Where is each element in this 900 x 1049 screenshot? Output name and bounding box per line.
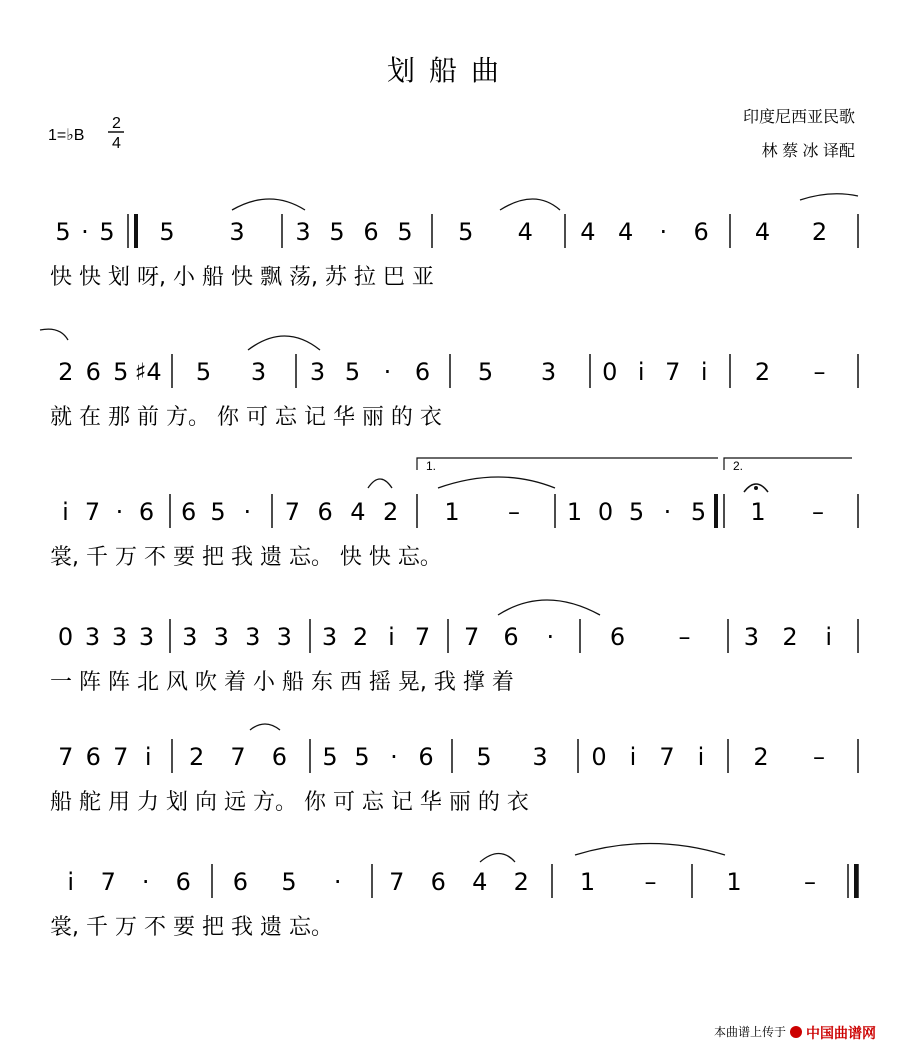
note: 5 (458, 218, 474, 246)
note: 2 (753, 743, 769, 771)
note: 4 (350, 498, 366, 526)
note: 6 (430, 868, 446, 896)
note: · (115, 498, 124, 526)
note: 3 (532, 743, 548, 771)
note: i (697, 743, 705, 771)
note: 5 (159, 218, 175, 246)
note: 0 (602, 358, 618, 386)
note: · (141, 868, 150, 896)
note: 4 (472, 868, 488, 896)
note: 3 (182, 623, 198, 651)
note: 5 (329, 218, 345, 246)
score-row (50, 619, 858, 695)
lyric-line: 快 快 划 呀, 小 船 快 飘 荡, 苏 拉 巴 亚 (50, 265, 434, 290)
note: – (813, 358, 826, 386)
volta-1-bracket (417, 458, 718, 470)
note: 2 (352, 623, 369, 651)
score-row (50, 354, 858, 430)
note: 3 (213, 623, 229, 651)
note: 6 (175, 868, 191, 896)
note: 4 (754, 218, 771, 246)
note: – (804, 868, 816, 896)
note: 6 (503, 623, 519, 651)
note: 1 (726, 868, 742, 896)
note: 5 (195, 358, 212, 386)
note: 4 (517, 218, 533, 246)
note: 0 (597, 498, 614, 526)
score-rows (40, 194, 858, 940)
note: 4 (617, 218, 634, 246)
note: i (637, 358, 645, 386)
slur-arc (232, 199, 305, 210)
note: 3 (111, 623, 128, 651)
note: 2 (811, 218, 828, 246)
note: 6 (609, 623, 626, 651)
slur-arc (40, 329, 68, 340)
volta-2-label: 2. (733, 459, 744, 473)
note: 5 (113, 358, 129, 386)
note: 2 (382, 498, 399, 526)
note: 7 (659, 743, 675, 771)
note: – (508, 498, 520, 526)
note: 6 (693, 218, 709, 246)
note: 3 (276, 623, 292, 651)
note: 2 (513, 868, 529, 896)
note: i (388, 623, 395, 651)
slur-arc (250, 724, 280, 730)
note: 7 (84, 498, 101, 526)
note: 2 (782, 623, 798, 651)
note: 6 (85, 358, 101, 386)
note: 7 (414, 623, 431, 651)
note: 5 (281, 868, 297, 896)
note: 5 (397, 218, 413, 246)
lyric-line: 就 在 那 前 方。 你 可 忘 记 华 丽 的 衣 (50, 405, 442, 430)
note: 6 (317, 498, 333, 526)
note: 2 (189, 743, 205, 771)
note: 6 (138, 498, 155, 526)
volta-1-label: 1. (426, 459, 437, 473)
note: 3 (540, 358, 557, 386)
note: 7 (665, 358, 681, 386)
note: 1 (566, 498, 583, 526)
note: 7 (230, 743, 246, 771)
note: 3 (138, 623, 155, 651)
note: 2 (754, 358, 771, 386)
note: 0 (57, 623, 74, 651)
key-signature: 1=♭B (48, 127, 85, 144)
note: – (678, 623, 691, 651)
note: · (333, 868, 342, 896)
score-row (50, 739, 858, 815)
note: 7 (113, 743, 129, 771)
slur-arc (500, 199, 560, 210)
note: 7 (100, 868, 116, 896)
note: 7 (389, 868, 405, 896)
note: 6 (85, 743, 101, 771)
note: 3 (309, 358, 326, 386)
slur-arc (248, 336, 320, 350)
note: 1 (444, 498, 460, 526)
lyric-line: 裳, 千 万 不 要 把 我 遗 忘。 快 快 忘。 (50, 545, 442, 570)
note: 5 (322, 743, 338, 771)
note: · (81, 218, 89, 246)
note: 3 (245, 623, 261, 651)
note: – (644, 868, 657, 896)
slur-arc (438, 477, 555, 488)
note: 7 (464, 623, 480, 651)
score-row (50, 494, 858, 570)
note: 5 (476, 743, 492, 771)
note: i (700, 358, 708, 386)
note: · (390, 743, 398, 771)
note: – (813, 743, 825, 771)
note: 1 (579, 868, 596, 896)
note: 3 (250, 358, 267, 386)
note: 7 (284, 498, 301, 526)
note: 2 (58, 358, 74, 386)
note: 3 (84, 623, 101, 651)
note: · (546, 623, 555, 651)
note: 5 (99, 218, 115, 246)
note: 6 (414, 358, 431, 386)
arranger-credit: 林 蔡 冰 译配 (761, 143, 855, 160)
fermata-dot (754, 486, 758, 490)
slur-arc (480, 854, 515, 863)
footer-upload-text: 本曲谱上传于 (713, 1025, 786, 1039)
note: 5 (690, 498, 707, 526)
song-origin: 印度尼西亚民歌 (742, 109, 855, 126)
note: · (659, 218, 668, 246)
note: 3 (295, 218, 311, 246)
note: i (825, 623, 833, 651)
site-logo-icon (790, 1026, 802, 1038)
note: 1 (750, 498, 766, 526)
lyric-line: 船 舵 用 力 划 向 远 方。 你 可 忘 记 华 丽 的 衣 (50, 790, 529, 815)
note: 5 (628, 498, 645, 526)
note: 6 (232, 868, 248, 896)
note: ♯4 (134, 358, 162, 386)
slur-arc (575, 844, 725, 856)
note: 4 (580, 218, 596, 246)
note: 6 (418, 743, 434, 771)
slur-arc (800, 194, 858, 200)
score-title: 划船曲 (386, 55, 514, 86)
time-signature-numerator: 2 (112, 115, 121, 132)
note: – (812, 498, 824, 526)
note: 3 (229, 218, 245, 246)
note: 6 (181, 498, 197, 526)
score-row (50, 214, 858, 290)
note: 5 (344, 358, 361, 386)
note: · (243, 498, 252, 526)
note: i (67, 868, 75, 896)
note: 6 (363, 218, 379, 246)
slur-arc (498, 600, 600, 615)
site-logo-text: 中国曲谱网 (806, 1025, 876, 1041)
score-row (50, 864, 858, 940)
note: 7 (58, 743, 74, 771)
note: 6 (271, 743, 287, 771)
note: 0 (591, 743, 607, 771)
note: 3 (743, 623, 759, 651)
note: i (144, 743, 152, 771)
note: · (383, 358, 392, 386)
note: 5 (210, 498, 226, 526)
note: 3 (321, 623, 338, 651)
time-signature-denominator: 4 (112, 135, 121, 152)
note: i (62, 498, 69, 526)
lyric-line: 一 阵 阵 北 风 吹 着 小 船 东 西 摇 晃, 我 撑 着 (50, 670, 514, 695)
volta-2-bracket (724, 458, 852, 470)
slur-arc (368, 479, 392, 488)
note: i (629, 743, 637, 771)
lyric-line: 裳, 千 万 不 要 把 我 遗 忘。 (50, 915, 333, 940)
note: 5 (477, 358, 494, 386)
note: 5 (55, 218, 71, 246)
note: · (663, 498, 672, 526)
note: 5 (354, 743, 370, 771)
